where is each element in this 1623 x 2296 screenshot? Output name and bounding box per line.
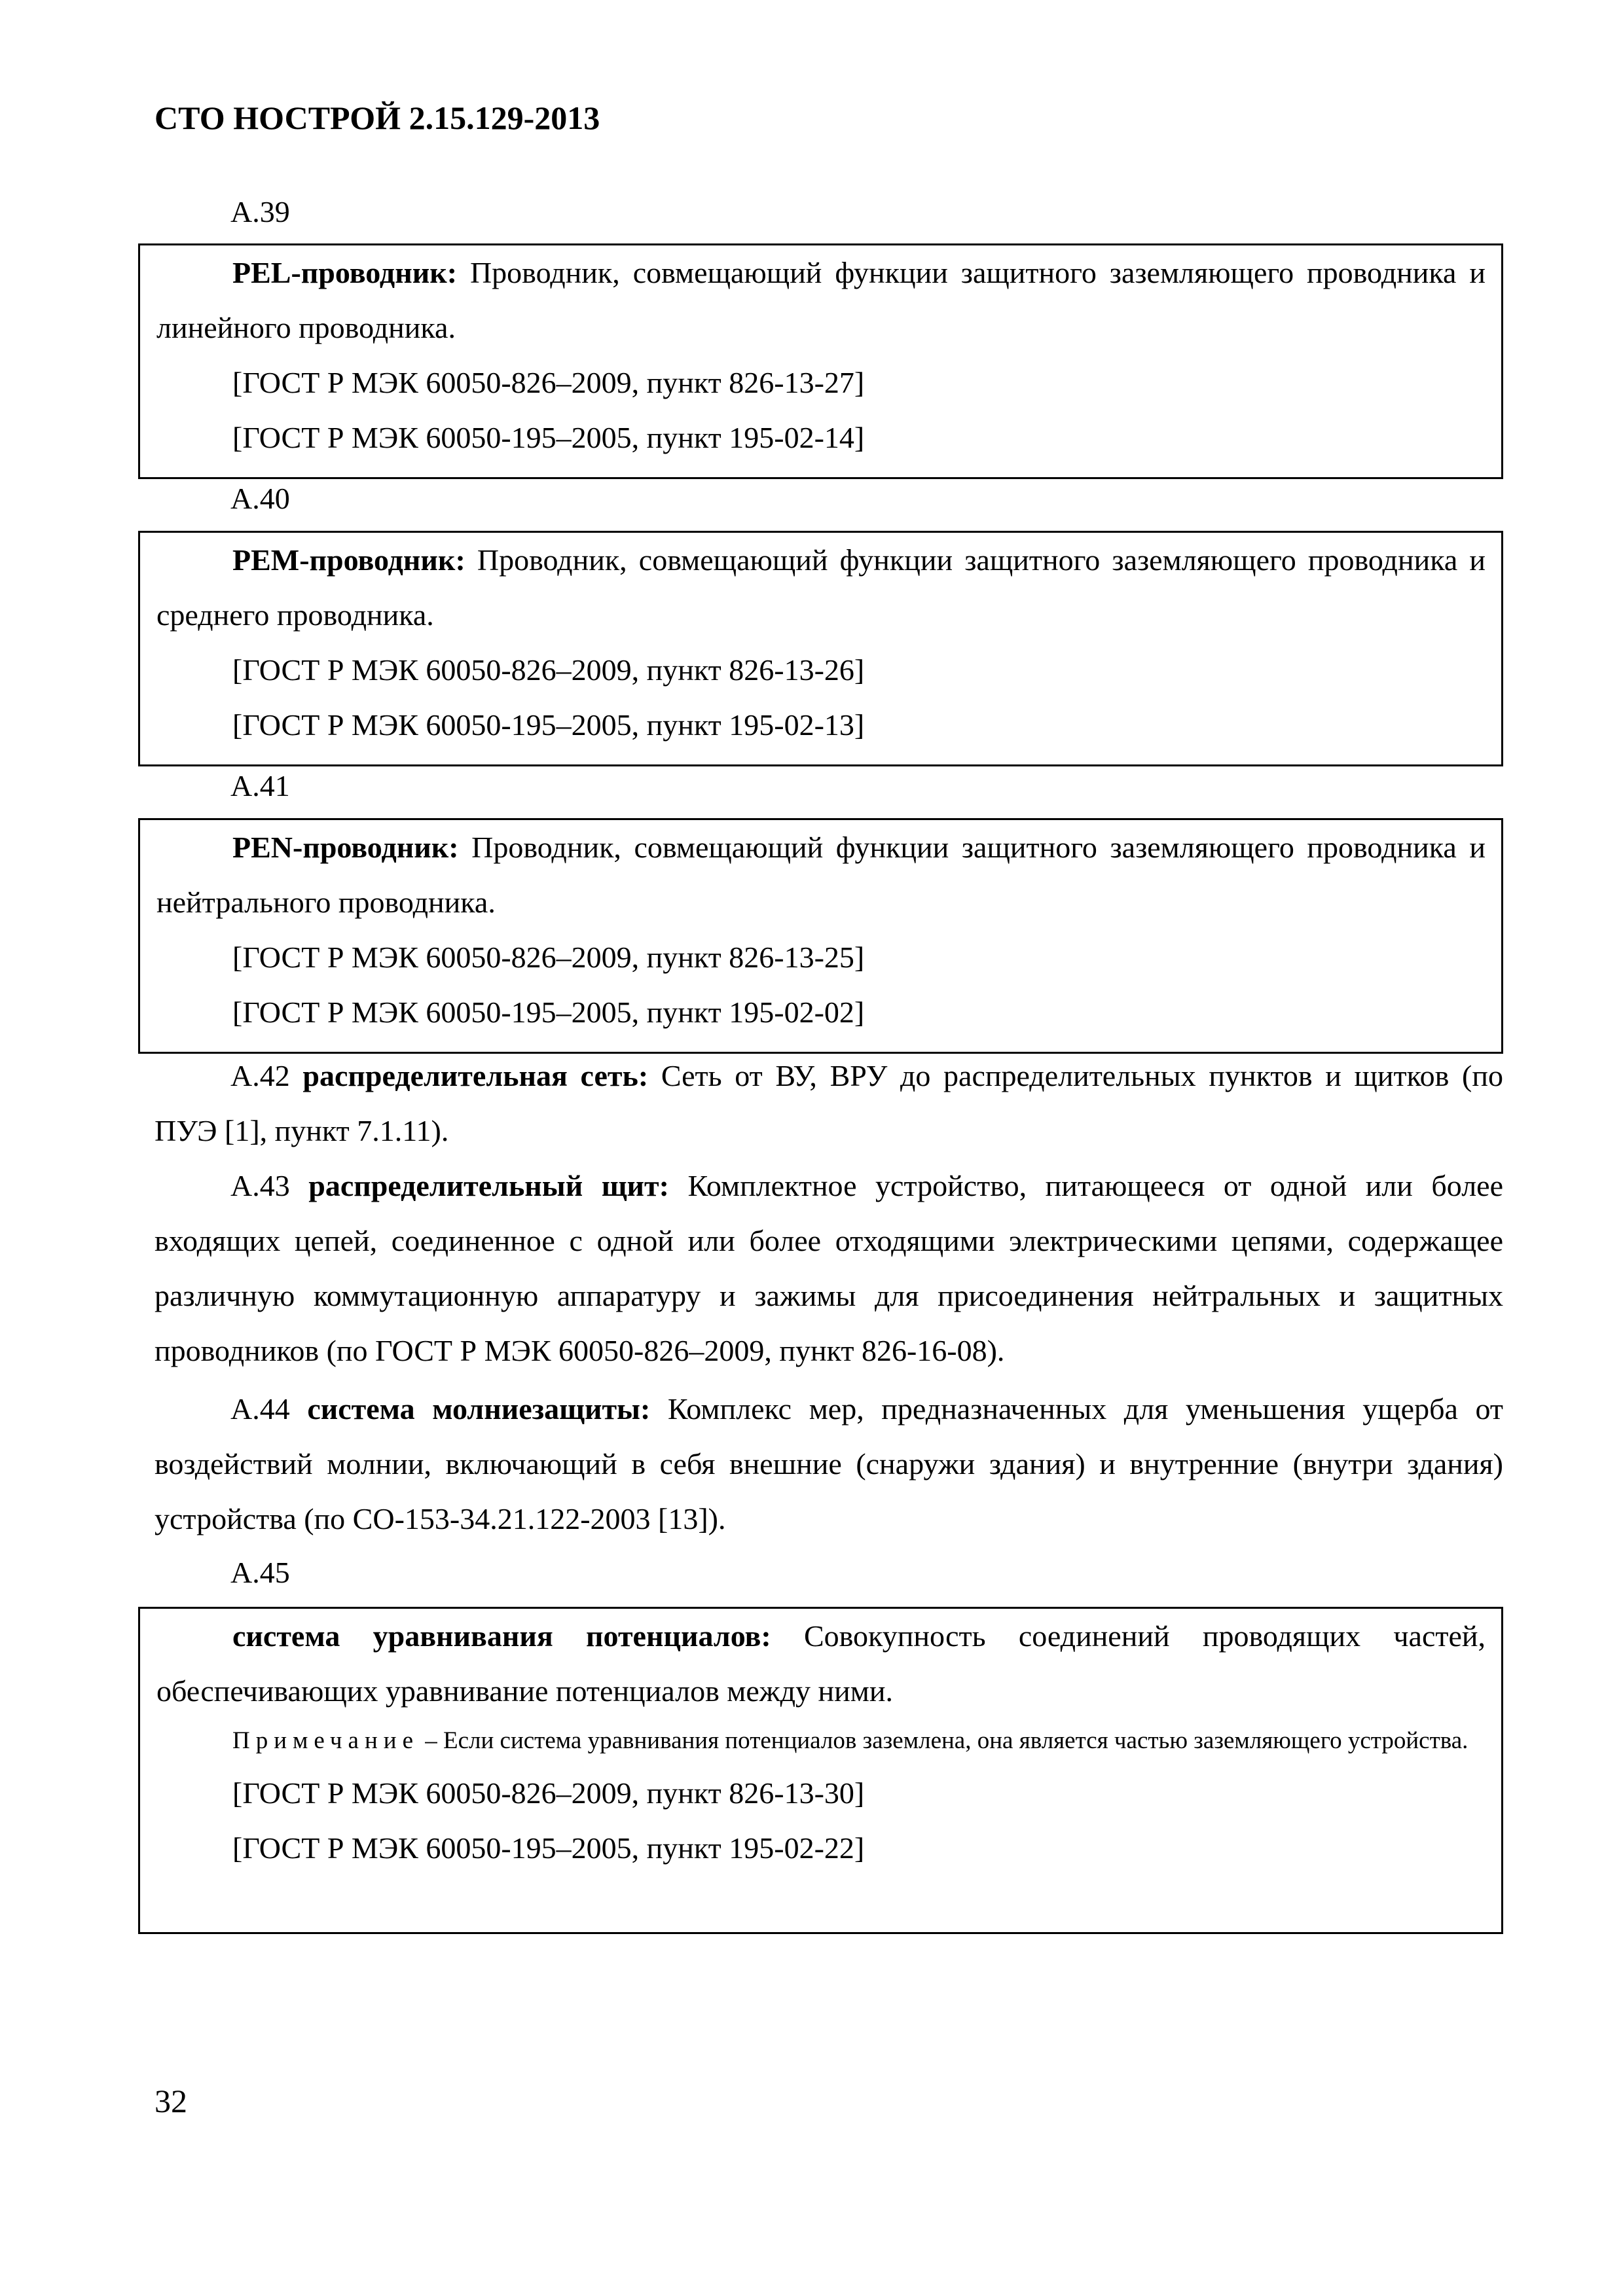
definition-a43 [155,1158,1503,1378]
term: PEL-проводник: [232,256,458,289]
definition-a42 [155,1049,1503,1158]
term: распределительный щит: [308,1169,669,1202]
reference: [ГОСТ Р МЭК 60050-195–2005, пункт 195-02-22] [232,1831,865,1865]
reference: [ГОСТ Р МЭК 60050-195–2005, пункт 195-02-02] [232,996,865,1029]
definition-paragraph [156,245,1486,355]
entry-number-a42: А.42 [230,1059,303,1092]
term: система уравнивания потенциалов: [232,1619,771,1653]
definition-paragraph [156,1609,1486,1719]
definition-paragraph [156,820,1486,930]
definition-paragraph [155,1049,1503,1158]
entry-number-a45: А.45 [230,1556,290,1589]
definition-text: Комплектное устройство, питающееся от одной или более входящих цепей, соединенное с одной или более отходящими электрическими цепями, содержащее различную коммутационную аппаратуру и зажимы для присоединения нейтральных и защитных проводников (по ГОСТ Р МЭК 60050-826–2009, пункт 826-16-08). [155,1169,1503,1367]
document-header: СТО НОСТРОЙ 2.15.129-2013 [155,99,600,136]
page-number: 32 [155,2083,187,2119]
entry-number-a40: А.40 [230,482,290,515]
definition-paragraph [155,1382,1503,1547]
definition-text: Совокупность соединений проводящих частей, обеспечивающих уравнивание потенциалов между ними. [156,1619,1486,1708]
definition-box-a39 [138,243,1503,479]
definition-text: Сеть от ВУ, ВРУ до распределительных пунктов и щитков (по ПУЭ [1], пункт 7.1.11). [155,1059,1503,1147]
note-paragraph [156,1721,1486,1761]
definition-box-a40 [138,531,1503,766]
term: распределительная сеть: [302,1059,649,1092]
definition-text: Проводник, совмещающий функции защитного заземляющего проводника и линейного проводника. [156,256,1486,344]
definition-text: Проводник, совмещающий функции защитного заземляющего проводника и нейтрального проводника. [156,831,1486,919]
entry-number-a41: А.41 [230,769,290,802]
reference: [ГОСТ Р МЭК 60050-826–2009, пункт 826-13-25] [232,941,865,974]
note-text: – Если система уравнивания потенциалов заземлена, она является частью заземляющего устройства. [419,1727,1468,1754]
note-label: Примечание [232,1727,419,1754]
definition-text: Комплекс мер, предназначенных для уменьшения ущерба от воздействий молнии, включающий в себя внешние (снаружи здания) и внутренние (внутри здания) устройства (по СО-153-34.21.122-2003 [13]). [155,1392,1503,1535]
term: PEM-проводник: [232,543,465,577]
definition-a44 [155,1382,1503,1547]
definition-box-a41 [138,818,1503,1054]
reference: [ГОСТ Р МЭК 60050-826–2009, пункт 826-13-27] [232,366,865,399]
term: система молниезащиты: [307,1392,651,1426]
reference: [ГОСТ Р МЭК 60050-826–2009, пункт 826-13-26] [232,653,865,687]
entry-number-a44: А.44 [230,1392,308,1426]
reference: [ГОСТ Р МЭК 60050-195–2005, пункт 195-02-14] [232,421,865,454]
entry-number-a43: А.43 [230,1169,309,1202]
definition-paragraph [156,533,1486,643]
reference: [ГОСТ Р МЭК 60050-195–2005, пункт 195-02-13] [232,708,865,742]
definition-box-a45 [138,1607,1503,1934]
reference: [ГОСТ Р МЭК 60050-826–2009, пункт 826-13-30] [232,1776,865,1810]
definition-paragraph [155,1158,1503,1378]
term: PEN-проводник: [232,831,459,864]
definition-text: Проводник, совмещающий функции защитного заземляющего проводника и среднего проводника. [156,543,1486,632]
entry-number-a39: А.39 [230,195,290,228]
